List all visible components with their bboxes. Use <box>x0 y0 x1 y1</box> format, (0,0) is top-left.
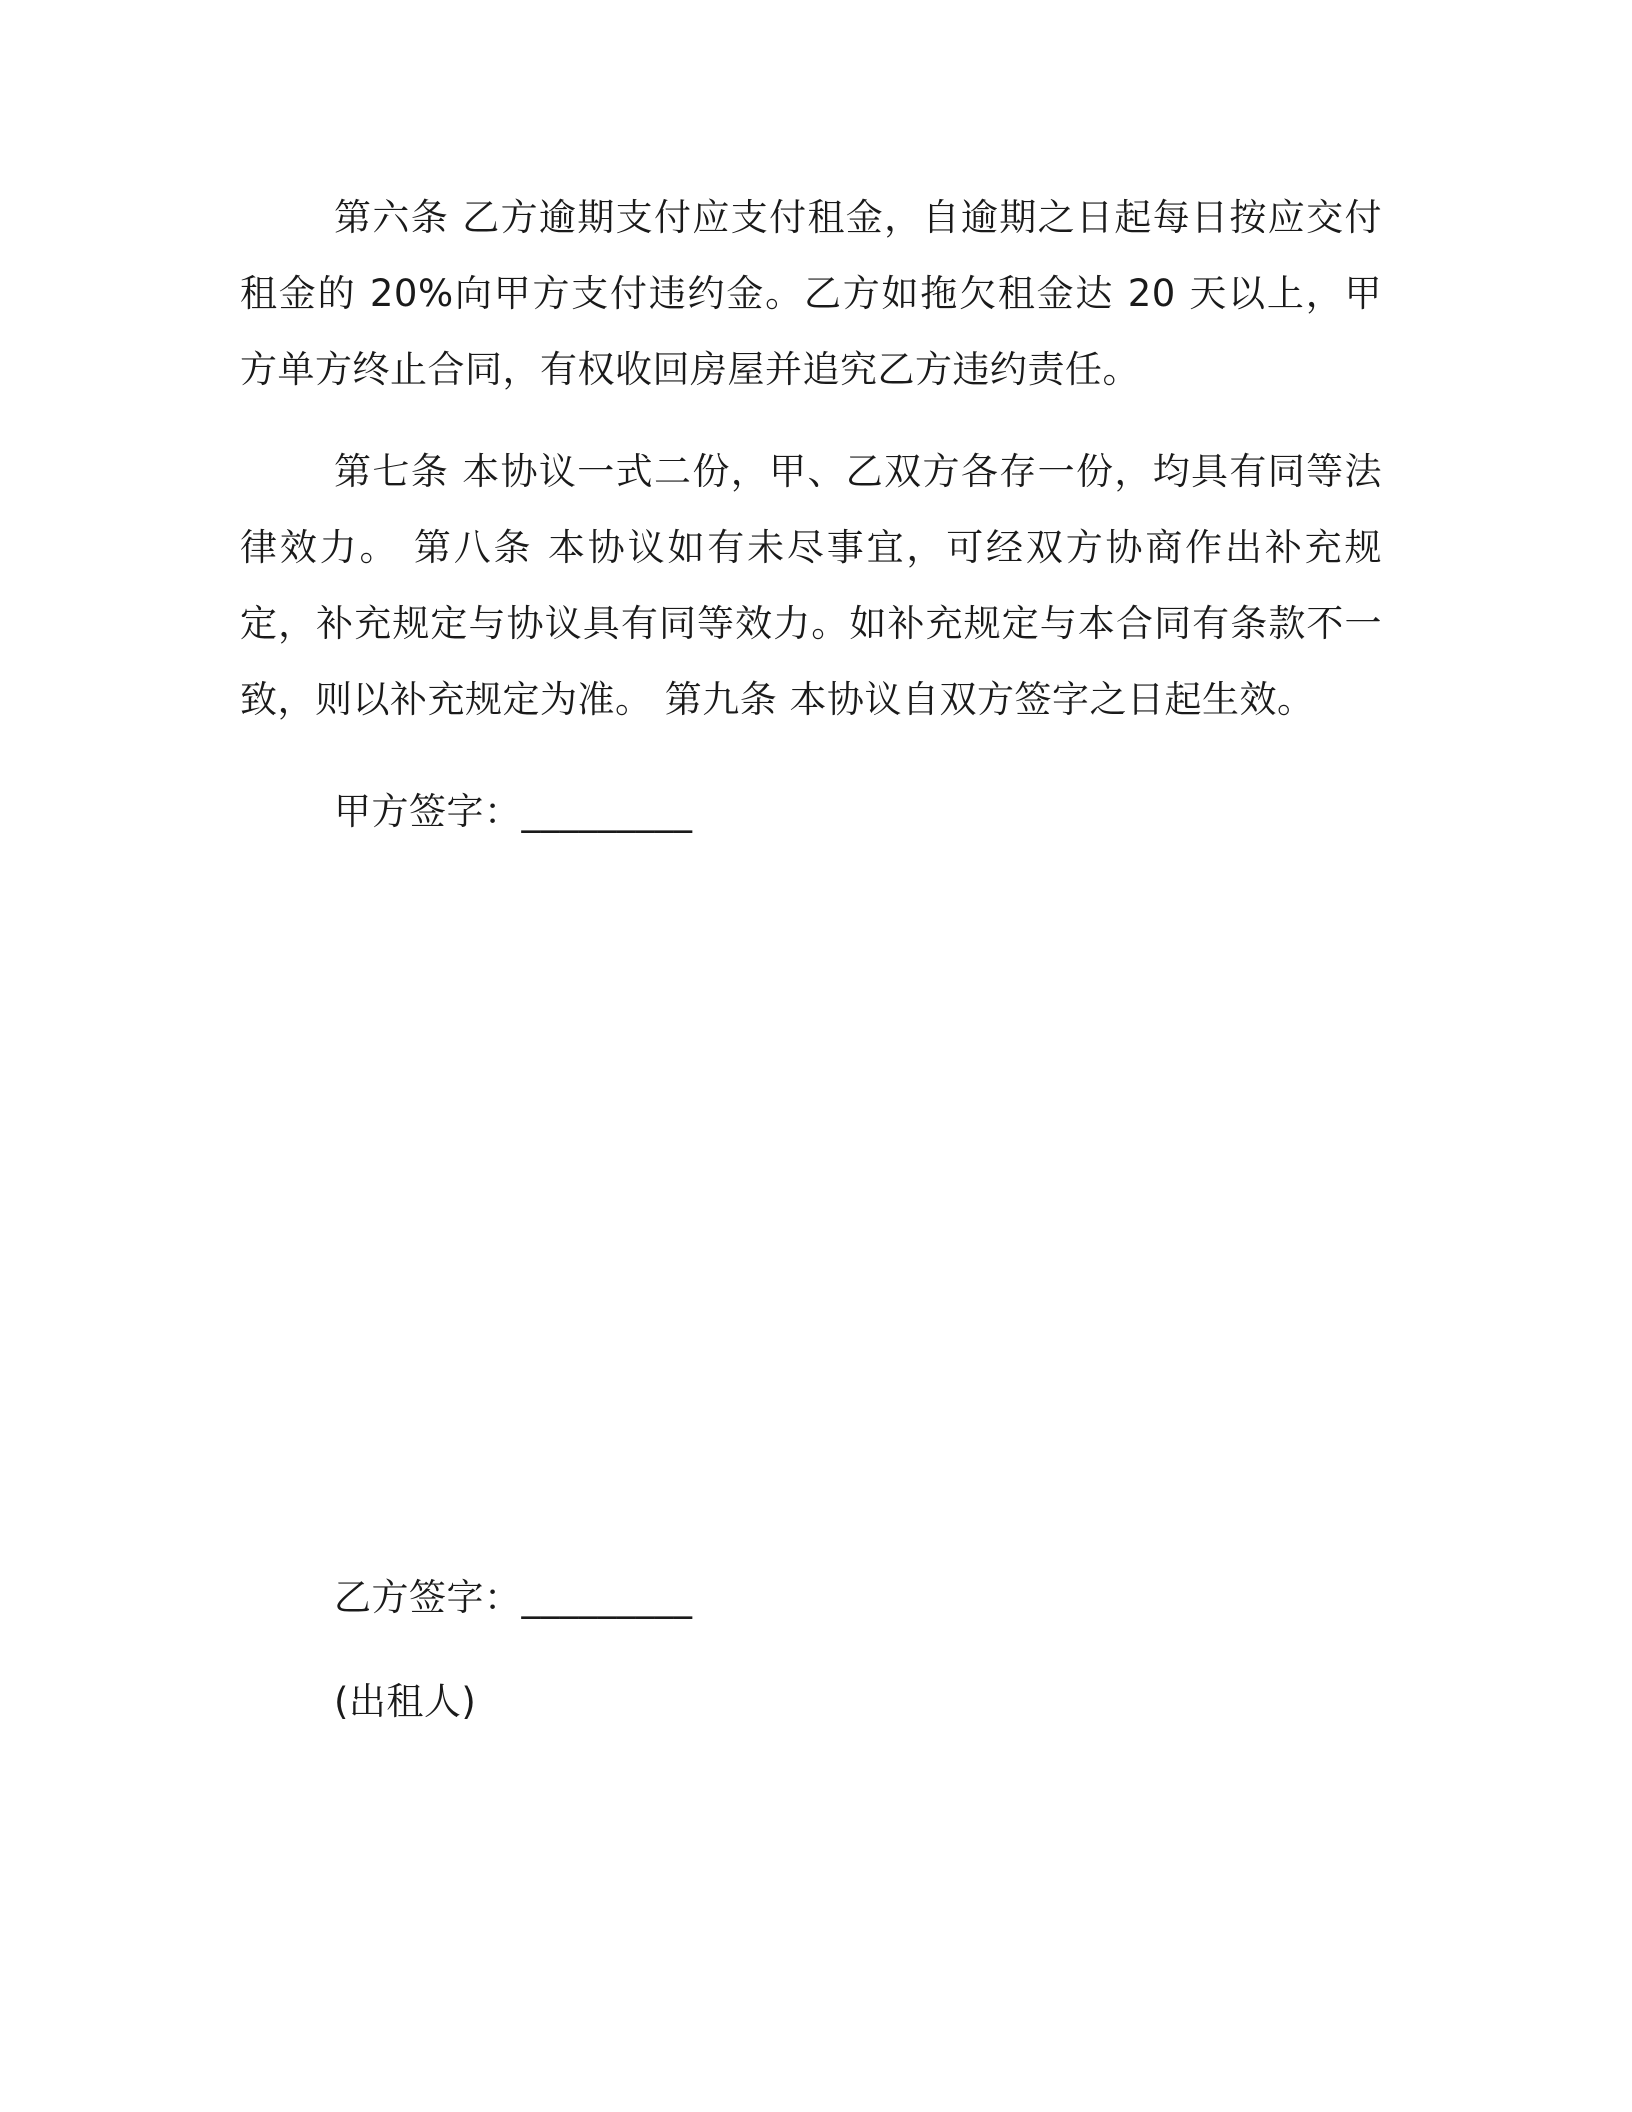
party-a-signature-line: 甲方签字：_________ <box>334 790 693 833</box>
clause-7-9-paragraph: 第七条 本协议一式二份，甲、乙双方各存一份，均具有同等法律效力。 第八条 本协议如有未尽事宜，可经双方协商作出补充规定，补充规定与协议具有同等效力。如补充规定与本合同有条款不一致，则以补充规定为准。 第九条 本协议自双方签字之日起生效。 <box>240 450 1382 721</box>
party-b-signature-line: 乙方签字：_________ <box>334 1576 693 1619</box>
clause-6-paragraph: 第六条 乙方逾期支付应支付租金，自逾期之日起每日按应交付租金的 20%向甲方支付违约金。乙方如拖欠租金达 20 天以上，甲方单方终止合同，有权收回房屋并追究乙方违约责任。 <box>240 196 1382 391</box>
lessor-role-note: (出租人) <box>334 1680 477 1723</box>
